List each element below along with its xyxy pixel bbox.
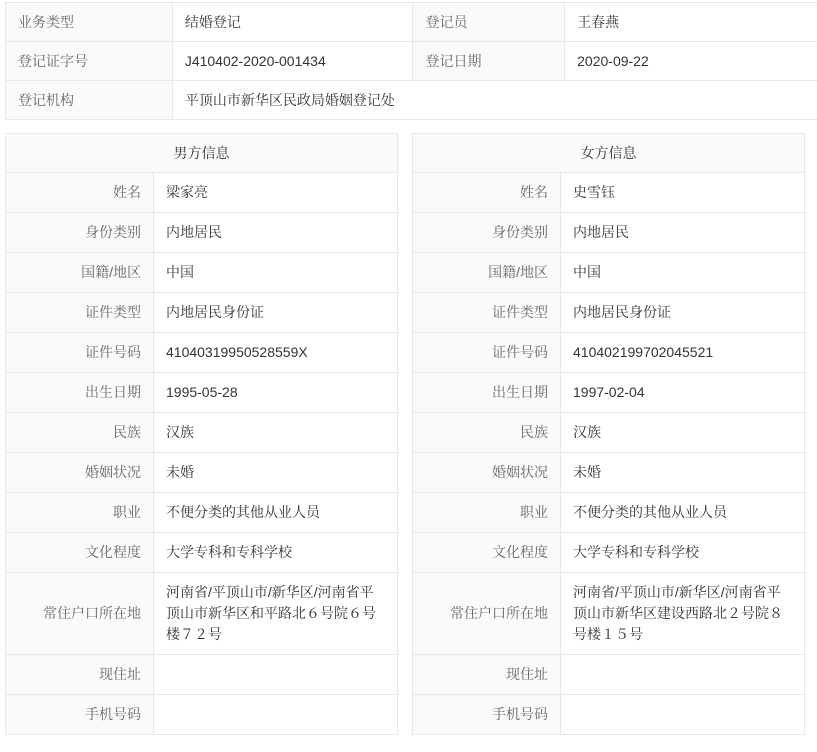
table-row <box>413 213 805 253</box>
marriage-registration-record <box>0 2 817 735</box>
male-label-household-address: 常住户口所在地 <box>6 573 154 655</box>
table-row <box>6 453 398 493</box>
field-label-business-type: 业务类型 <box>6 3 173 42</box>
female-label-occupation: 职业 <box>413 493 561 533</box>
male-label-identity-category: 身份类别 <box>6 213 154 253</box>
party-details <box>0 120 817 735</box>
female-label-nationality: 国籍/地区 <box>413 253 561 293</box>
male-label-occupation: 职业 <box>6 493 154 533</box>
table-row <box>413 333 805 373</box>
female-value-name: 史雪钰 <box>561 173 805 213</box>
female-label-name: 姓名 <box>413 173 561 213</box>
male-value-mobile <box>154 695 398 735</box>
table-row <box>6 655 398 695</box>
male-label-id-number: 证件号码 <box>6 333 154 373</box>
male-label-nationality: 国籍/地区 <box>6 253 154 293</box>
table-row <box>6 493 398 533</box>
female-value-marital-status: 未婚 <box>561 453 805 493</box>
male-value-birth-date: 1995-05-28 <box>154 373 398 413</box>
table-row <box>6 42 817 81</box>
male-panel-title: 男方信息 <box>6 134 398 173</box>
male-value-household-address: 河南省/平顶山市/新华区/河南省平顶山市新华区和平路北６号院６号楼７２号 <box>154 573 398 655</box>
table-row <box>6 253 398 293</box>
table-row <box>6 213 398 253</box>
male-value-name: 梁家亮 <box>154 173 398 213</box>
female-value-education: 大学专科和专科学校 <box>561 533 805 573</box>
female-label-marital-status: 婚姻状况 <box>413 453 561 493</box>
panel-header-row <box>413 134 805 173</box>
female-value-birth-date: 1997-02-04 <box>561 373 805 413</box>
female-label-birth-date: 出生日期 <box>413 373 561 413</box>
female-panel-title: 女方信息 <box>413 134 805 173</box>
table-row <box>6 413 398 453</box>
field-label-registration-agency: 登记机构 <box>6 81 173 120</box>
field-value-registrar: 王春燕 <box>565 3 817 42</box>
male-value-identity-category: 内地居民 <box>154 213 398 253</box>
male-value-current-address <box>154 655 398 695</box>
male-value-id-number: 41040319950528559X <box>154 333 398 373</box>
table-row <box>413 253 805 293</box>
female-label-mobile: 手机号码 <box>413 695 561 735</box>
field-value-business-type: 结婚登记 <box>172 3 413 42</box>
male-label-education: 文化程度 <box>6 533 154 573</box>
field-label-registration-date: 登记日期 <box>413 42 565 81</box>
table-row <box>413 695 805 735</box>
table-row <box>413 373 805 413</box>
female-label-identity-category: 身份类别 <box>413 213 561 253</box>
female-value-nationality: 中国 <box>561 253 805 293</box>
table-row <box>6 81 817 120</box>
table-row <box>6 3 817 42</box>
male-value-occupation: 不便分类的其他从业人员 <box>154 493 398 533</box>
male-value-ethnicity: 汉族 <box>154 413 398 453</box>
male-label-birth-date: 出生日期 <box>6 373 154 413</box>
male-panel <box>5 133 398 735</box>
male-info-table <box>5 133 398 735</box>
table-row <box>6 173 398 213</box>
female-value-occupation: 不便分类的其他从业人员 <box>561 493 805 533</box>
male-value-id-type: 内地居民身份证 <box>154 293 398 333</box>
male-value-education: 大学专科和专科学校 <box>154 533 398 573</box>
female-value-id-type: 内地居民身份证 <box>561 293 805 333</box>
female-value-mobile <box>561 695 805 735</box>
male-value-marital-status: 未婚 <box>154 453 398 493</box>
table-row <box>413 533 805 573</box>
female-value-current-address <box>561 655 805 695</box>
male-label-id-type: 证件类型 <box>6 293 154 333</box>
male-label-ethnicity: 民族 <box>6 413 154 453</box>
female-label-current-address: 现住址 <box>413 655 561 695</box>
female-label-ethnicity: 民族 <box>413 413 561 453</box>
table-row <box>6 533 398 573</box>
female-value-ethnicity: 汉族 <box>561 413 805 453</box>
female-value-id-number: 410402199702045521 <box>561 333 805 373</box>
table-row <box>6 333 398 373</box>
table-row <box>413 173 805 213</box>
table-row <box>413 293 805 333</box>
field-value-registration-agency: 平顶山市新华区民政局婚姻登记处 <box>172 81 817 120</box>
table-row <box>413 493 805 533</box>
field-value-registration-date: 2020-09-22 <box>565 42 817 81</box>
table-row <box>6 573 398 655</box>
table-row <box>413 573 805 655</box>
male-label-marital-status: 婚姻状况 <box>6 453 154 493</box>
female-label-education: 文化程度 <box>413 533 561 573</box>
female-value-household-address: 河南省/平顶山市/新华区/河南省平顶山市新华区建设西路北２号院８号楼１５号 <box>561 573 805 655</box>
male-label-mobile: 手机号码 <box>6 695 154 735</box>
panel-header-row <box>6 134 398 173</box>
field-label-certificate-number: 登记证字号 <box>6 42 173 81</box>
female-info-table <box>412 133 805 735</box>
table-row <box>6 373 398 413</box>
table-row <box>413 453 805 493</box>
summary-table <box>5 2 817 120</box>
male-label-name: 姓名 <box>6 173 154 213</box>
table-row <box>413 413 805 453</box>
field-value-certificate-number: J410402-2020-001434 <box>172 42 413 81</box>
table-row <box>413 655 805 695</box>
female-panel <box>412 133 805 735</box>
field-label-registrar: 登记员 <box>413 3 565 42</box>
female-label-id-number: 证件号码 <box>413 333 561 373</box>
male-value-nationality: 中国 <box>154 253 398 293</box>
female-label-household-address: 常住户口所在地 <box>413 573 561 655</box>
male-label-current-address: 现住址 <box>6 655 154 695</box>
female-label-id-type: 证件类型 <box>413 293 561 333</box>
table-row <box>6 293 398 333</box>
table-row <box>6 695 398 735</box>
female-value-identity-category: 内地居民 <box>561 213 805 253</box>
